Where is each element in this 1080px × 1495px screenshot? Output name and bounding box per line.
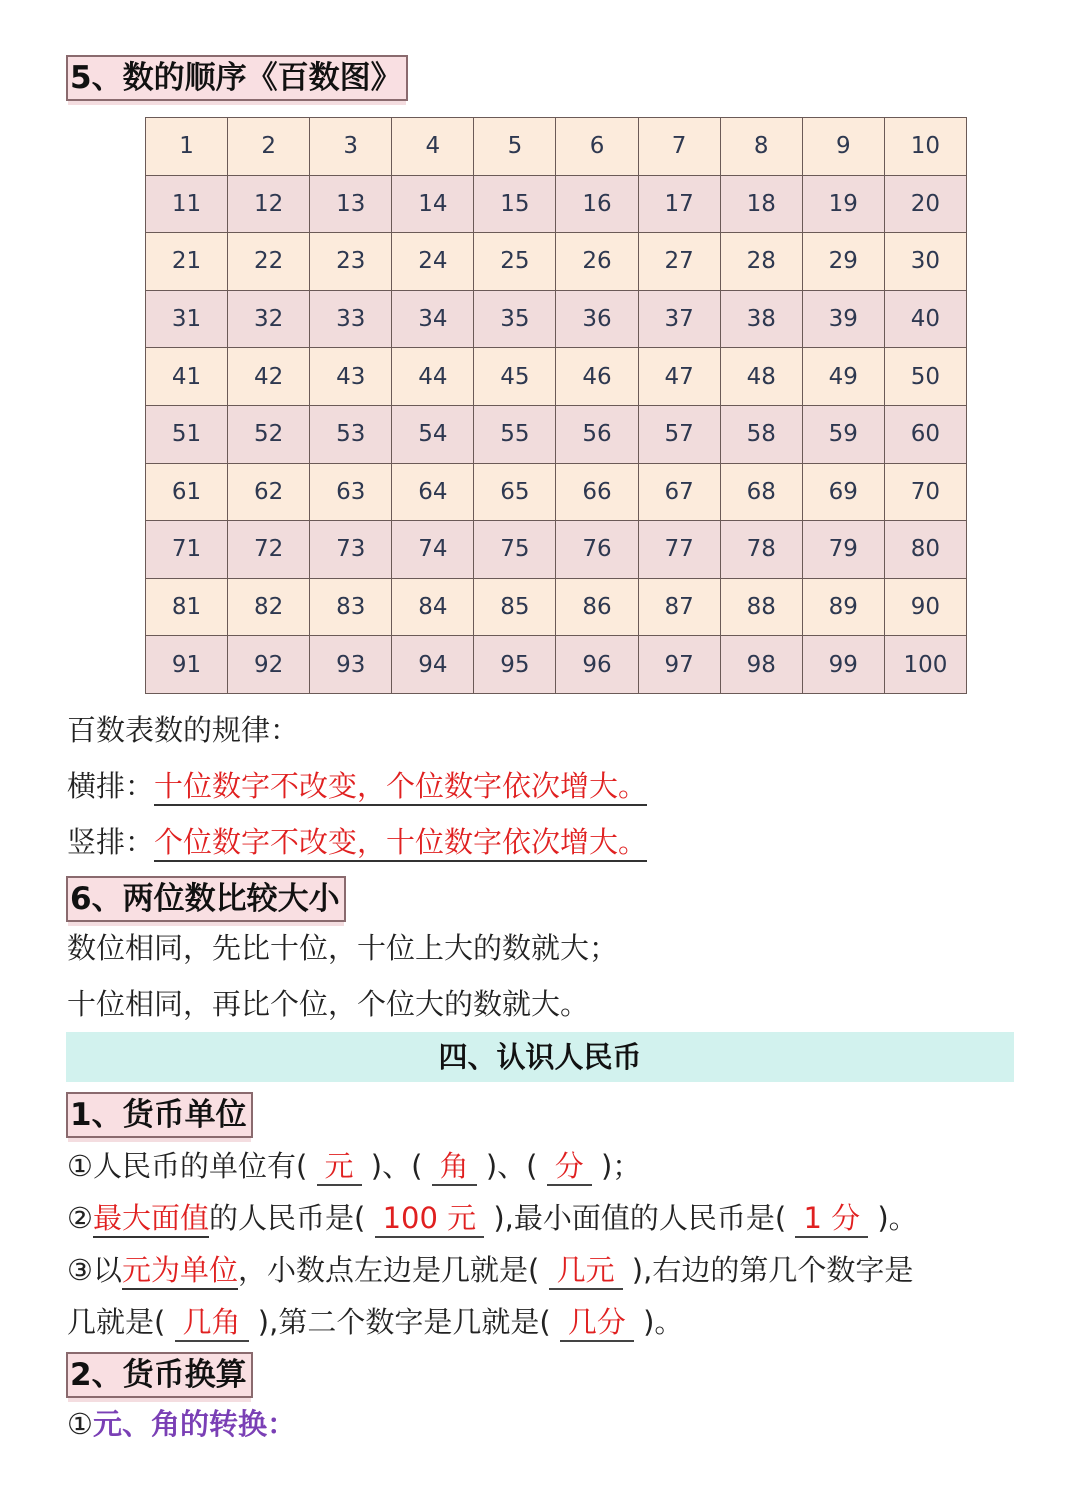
grid-row [146,405,967,463]
grid-cell: 81 [146,578,228,636]
grid-cell: 3 [310,118,392,176]
grid-cell: 40 [884,290,966,348]
grid-cell: 22 [228,233,310,291]
item1-sep1: )、( [370,1149,423,1183]
grid-cell: 96 [556,636,638,694]
grid-cell: 2 [228,118,310,176]
grid-cell: 66 [556,463,638,521]
grid-cell: 29 [802,233,884,291]
grid-cell: 13 [310,175,392,233]
item2-highlight: 最大面值 [93,1201,209,1238]
grid-cell: 19 [802,175,884,233]
item1-suffix: )； [600,1149,642,1183]
item2-prefix: ② [67,1201,93,1235]
grid-cell: 73 [310,521,392,579]
grid-cell: 95 [474,636,556,694]
grid-cell: 89 [802,578,884,636]
grid-cell: 17 [638,175,720,233]
grid-cell: 97 [638,636,720,694]
conversion-item-1 [67,1404,296,1444]
grid-row [146,290,967,348]
grid-cell: 83 [310,578,392,636]
grid-row [146,578,967,636]
rule-title: 百数表数的规律： [67,713,300,747]
grid-cell: 24 [392,233,474,291]
grid-cell: 34 [392,290,474,348]
grid-cell: 37 [638,290,720,348]
grid-row [146,233,967,291]
item3-line2-prefix: 几就是( [67,1305,166,1339]
grid-cell: 4 [392,118,474,176]
unit-item-1 [67,1146,641,1186]
grid-cell: 16 [556,175,638,233]
grid-row [146,348,967,406]
answer-ji-fen: 几分 [560,1304,634,1342]
grid-cell: 6 [556,118,638,176]
grid-cell: 23 [310,233,392,291]
grid-cell: 56 [556,405,638,463]
grid-cell: 70 [884,463,966,521]
answer-min-value: 1 分 [795,1200,868,1238]
item3-mid3: ),第二个数字是几就是( [257,1305,551,1339]
item2-mid2: ),最小面值的人民币是( [493,1201,787,1235]
grid-cell: 5 [474,118,556,176]
grid-cell: 76 [556,521,638,579]
grid-row [146,463,967,521]
item3-mid2: ),右边的第几个数字是 [631,1253,914,1287]
grid-cell: 62 [228,463,310,521]
grid-cell: 85 [474,578,556,636]
item-number: ① [67,1407,93,1441]
grid-cell: 25 [474,233,556,291]
grid-cell: 78 [720,521,802,579]
item1-sep2: )、( [485,1149,538,1183]
grid-cell: 21 [146,233,228,291]
grid-cell: 41 [146,348,228,406]
grid-cell: 54 [392,405,474,463]
grid-cell: 87 [638,578,720,636]
section6-heading: 6、两位数比较大小 [66,876,346,922]
answer-max-value: 100 元 [375,1200,485,1238]
grid-row [146,636,967,694]
grid-cell: 9 [802,118,884,176]
section5-heading: 5、数的顺序《百数图》 [66,55,408,101]
grid-cell: 80 [884,521,966,579]
grid-cell: 48 [720,348,802,406]
grid-cell: 67 [638,463,720,521]
grid-cell: 84 [392,578,474,636]
horizontal-label: 横排： [67,769,155,803]
horizontal-rule: 十位数字不改变，个位数字依次增大。 [154,769,647,806]
answer-jiao: 角 [432,1148,477,1186]
grid-cell: 82 [228,578,310,636]
grid-cell: 10 [884,118,966,176]
grid-cell: 86 [556,578,638,636]
grid-cell: 18 [720,175,802,233]
grid-cell: 79 [802,521,884,579]
grid-cell: 88 [720,578,802,636]
grid-cell: 30 [884,233,966,291]
item3-highlight: 元为单位 [122,1253,238,1290]
conversion-title: 元、角的转换： [93,1407,297,1441]
answer-ji-yuan: 几元 [549,1252,623,1290]
grid-cell: 74 [392,521,474,579]
compare-line-1: 数位相同，先比十位，十位上大的数就大； [67,931,619,965]
grid-cell: 36 [556,290,638,348]
grid-cell: 100 [884,636,966,694]
chapter-banner: 四、认识人民币 [66,1032,1014,1082]
item1-prefix: ①人民币的单位有( [67,1149,308,1183]
grid-cell: 93 [310,636,392,694]
grid-cell: 65 [474,463,556,521]
vertical-rule: 个位数字不改变，十位数字依次增大。 [154,825,647,862]
grid-cell: 31 [146,290,228,348]
grid-cell: 28 [720,233,802,291]
grid-cell: 11 [146,175,228,233]
grid-cell: 90 [884,578,966,636]
compare-line-2: 十位相同，再比个位，个位大的数就大。 [67,987,590,1021]
hundred-chart [145,117,967,694]
grid-cell: 64 [392,463,474,521]
unit-item-3-cont [67,1302,683,1342]
grid-cell: 71 [146,521,228,579]
grid-cell: 61 [146,463,228,521]
grid-cell: 1 [146,118,228,176]
grid-cell: 53 [310,405,392,463]
grid-cell: 49 [802,348,884,406]
grid-cell: 39 [802,290,884,348]
grid-cell: 42 [228,348,310,406]
grid-cell: 43 [310,348,392,406]
sub1-heading: 1、货币单位 [66,1092,253,1138]
grid-cell: 77 [638,521,720,579]
grid-cell: 60 [884,405,966,463]
grid-cell: 14 [392,175,474,233]
grid-cell: 8 [720,118,802,176]
grid-cell: 26 [556,233,638,291]
grid-cell: 50 [884,348,966,406]
grid-cell: 92 [228,636,310,694]
grid-cell: 15 [474,175,556,233]
grid-cell: 58 [720,405,802,463]
grid-cell: 98 [720,636,802,694]
horizontal-rule-line [67,766,647,806]
grid-cell: 27 [638,233,720,291]
grid-cell: 38 [720,290,802,348]
answer-ji-jiao: 几角 [175,1304,249,1342]
grid-cell: 69 [802,463,884,521]
grid-row [146,521,967,579]
item2-suffix: )。 [877,1201,918,1235]
vertical-label: 竖排： [67,825,155,859]
grid-cell: 57 [638,405,720,463]
grid-cell: 32 [228,290,310,348]
grid-cell: 52 [228,405,310,463]
grid-cell: 94 [392,636,474,694]
grid-cell: 72 [228,521,310,579]
grid-cell: 59 [802,405,884,463]
grid-cell: 99 [802,636,884,694]
grid-cell: 63 [310,463,392,521]
grid-cell: 68 [720,463,802,521]
sub2-heading: 2、货币换算 [66,1352,253,1398]
item2-mid1: 的人民币是( [209,1201,366,1235]
grid-cell: 33 [310,290,392,348]
grid-cell: 47 [638,348,720,406]
grid-row [146,175,967,233]
grid-cell: 35 [474,290,556,348]
grid-cell: 91 [146,636,228,694]
grid-cell: 75 [474,521,556,579]
item3-suffix: )。 [643,1305,684,1339]
answer-fen: 分 [547,1148,592,1186]
unit-item-3 [67,1250,913,1290]
unit-item-2 [67,1198,918,1238]
grid-cell: 20 [884,175,966,233]
item3-prefix: ③以 [67,1253,122,1287]
vertical-rule-line [67,822,647,862]
grid-cell: 7 [638,118,720,176]
item3-mid1: ，小数点左边是几就是( [238,1253,540,1287]
grid-cell: 51 [146,405,228,463]
grid-row [146,118,967,176]
grid-cell: 12 [228,175,310,233]
grid-cell: 46 [556,348,638,406]
grid-cell: 45 [474,348,556,406]
answer-yuan: 元 [317,1148,362,1186]
grid-cell: 55 [474,405,556,463]
grid-cell: 44 [392,348,474,406]
